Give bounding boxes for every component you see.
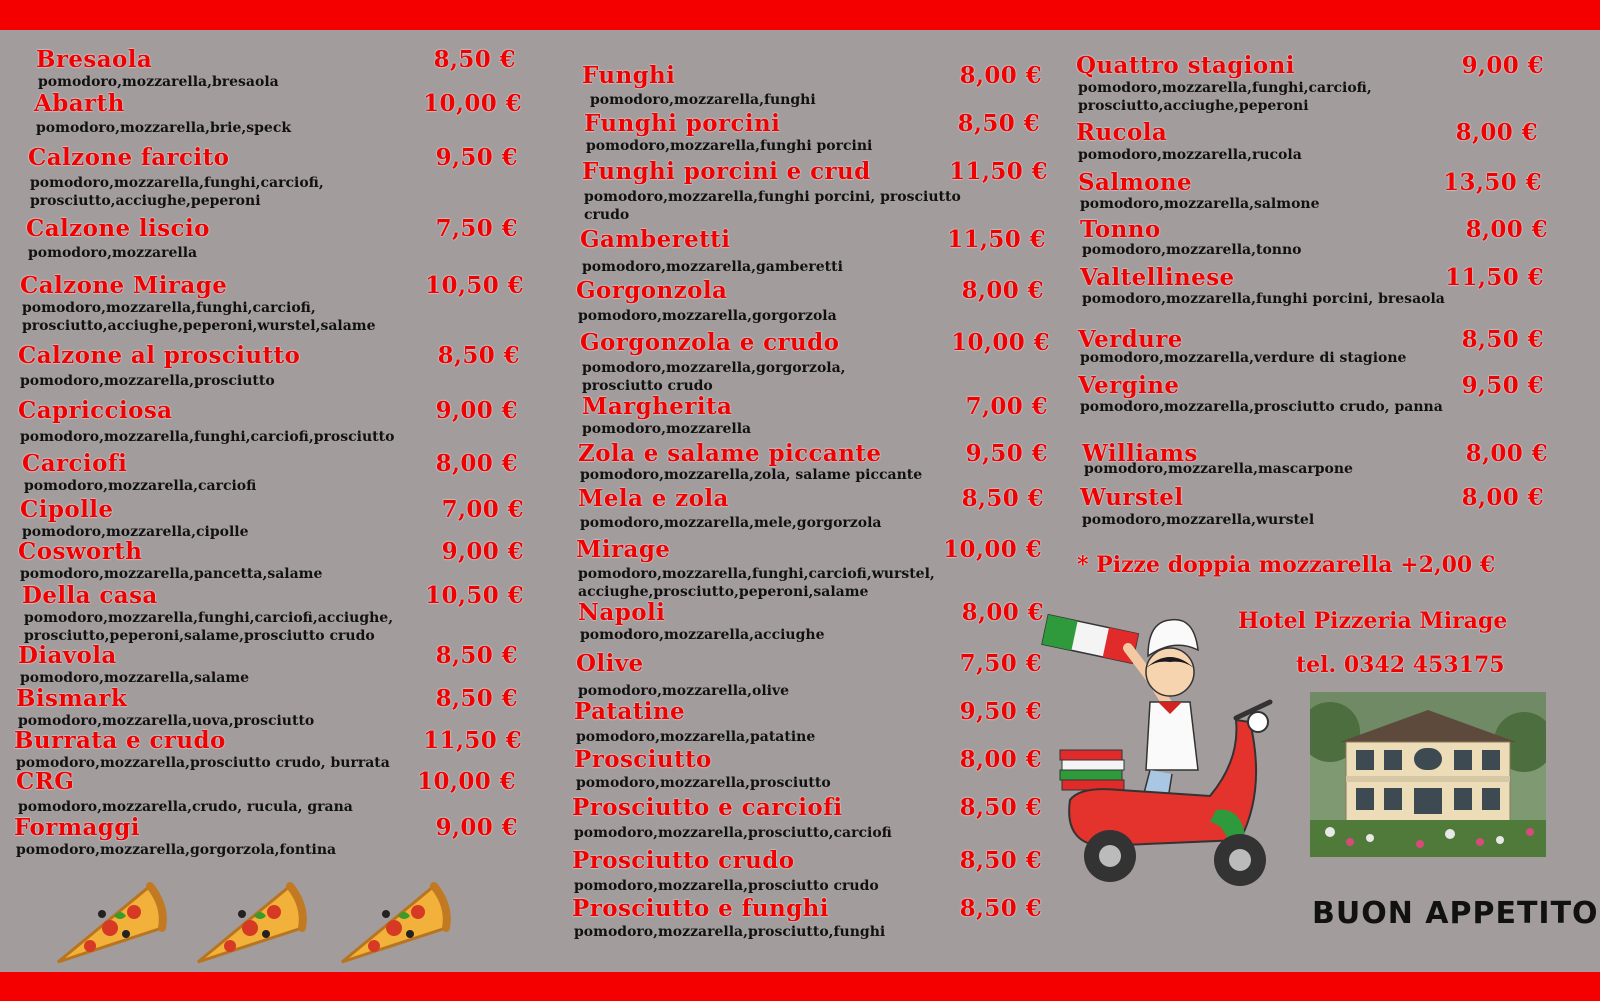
- pizza-delivery-scooter-illustration: [1040, 610, 1300, 910]
- item-name: Calzone al prosciutto: [18, 342, 301, 369]
- menu-item: [580, 331, 1050, 395]
- item-description: pomodoro,mozzarella,acciughe: [580, 627, 825, 643]
- pizza-slice-icon: [190, 876, 310, 968]
- item-description: pomodoro,mozzarella,funghi porcini, prosciutto crudo: [584, 189, 961, 223]
- item-name: Funghi: [582, 62, 676, 89]
- menu-item: [36, 48, 516, 91]
- item-price: 8,50 €: [435, 642, 518, 669]
- menu-item: [580, 228, 1046, 276]
- item-name: Salmone: [1078, 169, 1193, 196]
- item-description: pomodoro,mozzarella,olive: [578, 683, 789, 699]
- item-description: pomodoro,mozzarella,funghi,carciofi, prosciutto,acciughe,peperoni: [30, 175, 324, 209]
- buon-appetito-text: BUON APPETITO: [1312, 896, 1599, 931]
- item-description: pomodoro,mozzarella,rucola: [1078, 147, 1302, 163]
- item-price: 9,50 €: [959, 698, 1042, 725]
- item-description: pomodoro,mozzarella,funghi: [590, 92, 816, 108]
- menu-item: [22, 452, 518, 495]
- menu-item: [14, 729, 522, 772]
- item-name: Mela e zola: [578, 485, 729, 512]
- item-description: pomodoro,mozzarella,gamberetti: [582, 259, 843, 275]
- item-price: 10,00 €: [423, 90, 522, 117]
- item-name: Cipolle: [20, 496, 114, 523]
- item-description: pomodoro,mozzarella,funghi,carciofi,wurstel, acciughe,prosciutto,peperoni,salame: [578, 566, 935, 600]
- item-description: pomodoro,mozzarella,zola, salame piccante: [580, 467, 923, 483]
- item-name: Burrata e crudo: [14, 727, 226, 754]
- item-name: Prosciutto crudo: [572, 847, 795, 874]
- item-price: 9,00 €: [435, 814, 518, 841]
- menu-item: [578, 601, 1044, 644]
- menu-item: [16, 770, 516, 816]
- item-price: 8,50 €: [959, 794, 1042, 821]
- item-price: 11,50 €: [947, 226, 1046, 253]
- bottom-red-stripe: [0, 972, 1600, 1001]
- item-name: Calzone farcito: [28, 144, 230, 171]
- item-price: 11,50 €: [949, 158, 1048, 185]
- menu-item: [28, 146, 518, 210]
- menu-item: [572, 796, 1042, 842]
- item-price: 10,50 €: [425, 582, 524, 609]
- item-name: Calzone Mirage: [20, 272, 228, 299]
- item-name: Della casa: [22, 582, 158, 609]
- item-name: Prosciutto e carciofi: [572, 794, 843, 821]
- item-name: Abarth: [34, 90, 125, 117]
- item-description: pomodoro,mozzarella,cipolle: [22, 524, 249, 540]
- menu-item: [582, 395, 1048, 438]
- double-mozzarella-note: * Pizze doppia mozzarella +2,00 €: [1077, 552, 1496, 578]
- item-description: pomodoro,mozzarella,brie,speck: [36, 120, 292, 136]
- menu-item: [1078, 328, 1544, 367]
- menu-item: [20, 274, 524, 335]
- item-price: 8,00 €: [1461, 484, 1544, 511]
- item-description: pomodoro,mozzarella,uova,prosciutto: [18, 713, 315, 729]
- item-name: Gorgonzola e crudo: [580, 329, 840, 356]
- item-price: 7,00 €: [965, 393, 1048, 420]
- item-price: 8,50 €: [1461, 326, 1544, 353]
- menu-item: [22, 584, 524, 645]
- item-name: Napoli: [578, 599, 666, 626]
- item-name: Williams: [1082, 440, 1198, 467]
- menu-item: [574, 748, 1042, 792]
- item-price: 8,50 €: [961, 485, 1044, 512]
- item-name: Mirage: [576, 536, 671, 563]
- menu-item: [1080, 486, 1544, 529]
- item-price: 8,00 €: [1465, 216, 1548, 243]
- item-price: 7,00 €: [441, 496, 524, 523]
- pizza-slice-icon: [334, 876, 454, 968]
- item-price: 8,50 €: [437, 342, 520, 369]
- item-description: pomodoro,mozzarella,prosciutto,funghi: [574, 924, 886, 940]
- item-description: pomodoro,mozzarella,gorgorzola,fontina: [16, 842, 337, 858]
- menu-item: [578, 442, 1048, 484]
- item-description: pomodoro,mozzarella,pancetta,salame: [20, 566, 323, 582]
- item-description: pomodoro,mozzarella,carciofi: [24, 478, 257, 494]
- item-description: pomodoro,mozzarella,gorgorzola, prosciutto crudo: [582, 360, 846, 394]
- item-description: pomodoro,mozzarella,bresaola: [38, 74, 279, 90]
- item-price: 10,00 €: [943, 536, 1042, 563]
- item-price: 8,00 €: [961, 277, 1044, 304]
- item-price: 9,00 €: [441, 538, 524, 565]
- item-price: 11,50 €: [1445, 264, 1544, 291]
- hotel-name: Hotel Pizzeria Mirage: [1238, 608, 1508, 634]
- item-price: 8,00 €: [1465, 440, 1548, 467]
- item-description: pomodoro,mozzarella,mele,gorgorzola: [580, 515, 882, 531]
- menu-item: [582, 160, 1048, 224]
- item-price: 9,00 €: [1461, 52, 1544, 79]
- item-price: 7,50 €: [435, 215, 518, 242]
- item-price: 9,50 €: [435, 144, 518, 171]
- item-description: pomodoro,mozzarella,prosciutto crudo, burrata: [16, 755, 390, 771]
- item-name: Calzone liscio: [26, 215, 210, 242]
- item-name: Bresaola: [36, 46, 153, 73]
- item-name: Tonno: [1080, 216, 1161, 243]
- menu-item: [584, 112, 1040, 155]
- menu-column-3: [1076, 0, 1546, 560]
- menu-item: [1076, 121, 1538, 164]
- item-description: pomodoro,mozzarella: [582, 421, 752, 437]
- item-description: pomodoro,mozzarella,crudo, rucula, grana: [18, 799, 353, 815]
- menu-item: [18, 344, 520, 390]
- item-price: 8,00 €: [1455, 119, 1538, 146]
- item-name: Margherita: [582, 393, 733, 420]
- item-description: pomodoro,mozzarella,salame: [20, 670, 250, 686]
- menu-item: [1080, 218, 1548, 259]
- item-price: 9,00 €: [435, 397, 518, 424]
- item-name: Bismark: [16, 685, 128, 712]
- item-name: Patatine: [574, 698, 686, 725]
- menu-item: [578, 487, 1044, 532]
- item-price: 10,00 €: [417, 768, 516, 795]
- item-price: 8,50 €: [959, 847, 1042, 874]
- item-price: 8,00 €: [961, 599, 1044, 626]
- item-price: 13,50 €: [1443, 169, 1542, 196]
- menu-item: [576, 538, 1042, 601]
- item-description: pomodoro,mozzarella,verdure di stagione: [1080, 350, 1407, 366]
- menu-item: [16, 687, 518, 730]
- item-name: Funghi porcini e crud: [582, 158, 871, 185]
- item-name: Verdure: [1078, 326, 1183, 353]
- item-name: Formaggi: [14, 814, 140, 841]
- menu-column-2: [570, 0, 1050, 1001]
- item-description: pomodoro,mozzarella,prosciutto: [576, 775, 831, 791]
- item-price: 8,00 €: [959, 746, 1042, 773]
- item-name: Valtellinese: [1080, 264, 1235, 291]
- menu-item: [18, 399, 518, 446]
- item-description: pomodoro,mozzarella,gorgorzola: [578, 308, 837, 324]
- menu-item: [1076, 54, 1544, 115]
- item-description: pomodoro,mozzarella,prosciutto,carciofi: [574, 825, 892, 841]
- menu-item: [576, 279, 1044, 325]
- item-price: 8,50 €: [435, 685, 518, 712]
- item-description: pomodoro,mozzarella,funghi,carciofi,acciughe, prosciutto,peperoni,salame,prosciutto crudo: [24, 610, 394, 644]
- item-name: Quattro stagioni: [1076, 52, 1295, 79]
- item-name: Funghi porcini: [584, 110, 781, 137]
- item-price: 9,50 €: [1461, 372, 1544, 399]
- menu-column-1: [14, 0, 524, 1001]
- item-price: 8,50 €: [959, 895, 1042, 922]
- item-name: Wurstel: [1080, 484, 1184, 511]
- item-price: 10,50 €: [425, 272, 524, 299]
- menu-item: [582, 64, 1042, 109]
- item-price: 8,00 €: [435, 450, 518, 477]
- item-price: 9,50 €: [965, 440, 1048, 467]
- menu-item: [18, 540, 524, 583]
- item-name: Olive: [576, 650, 644, 677]
- item-description: pomodoro,mozzarella,tonno: [1082, 242, 1302, 258]
- item-name: CRG: [16, 768, 75, 795]
- item-description: pomodoro,mozzarella,mascarpone: [1084, 461, 1353, 477]
- menu-item: [572, 849, 1042, 895]
- item-name: Zola e salame piccante: [578, 440, 882, 467]
- menu-item: [572, 897, 1042, 941]
- item-description: pomodoro,mozzarella,salmone: [1080, 196, 1320, 212]
- menu-item: [1080, 266, 1544, 308]
- item-price: 10,00 €: [951, 329, 1050, 356]
- item-description: pomodoro,mozzarella: [28, 245, 198, 261]
- item-description: pomodoro,mozzarella,prosciutto crudo, panna: [1080, 399, 1443, 415]
- item-name: Capricciosa: [18, 397, 173, 424]
- item-description: pomodoro,mozzarella,patatine: [576, 729, 816, 745]
- item-name: Gamberetti: [580, 226, 731, 253]
- item-description: pomodoro,mozzarella,funghi porcini, bresaola: [1082, 291, 1445, 307]
- menu-item: [574, 700, 1042, 746]
- menu-item: [14, 816, 518, 859]
- item-price: 8,50 €: [433, 46, 516, 73]
- item-price: 8,00 €: [959, 62, 1042, 89]
- item-description: pomodoro,mozzarella,wurstel: [1082, 512, 1315, 528]
- menu-item: [576, 652, 1042, 700]
- item-description: pomodoro,mozzarella,funghi porcini: [586, 138, 873, 154]
- item-name: Diavola: [18, 642, 117, 669]
- menu-item: [1078, 171, 1542, 213]
- item-name: Gorgonzola: [576, 277, 728, 304]
- pizza-slice-icon: [50, 876, 170, 968]
- item-price: 8,50 €: [957, 110, 1040, 137]
- item-name: Prosciutto e funghi: [572, 895, 829, 922]
- item-description: pomodoro,mozzarella,prosciutto crudo: [574, 878, 879, 894]
- item-name: Vergine: [1078, 372, 1180, 399]
- item-price: 7,50 €: [959, 650, 1042, 677]
- menu-item: [20, 498, 524, 541]
- menu-item: [1078, 374, 1544, 416]
- item-name: Prosciutto: [574, 746, 712, 773]
- item-name: Rucola: [1076, 119, 1168, 146]
- menu-item: [1082, 442, 1548, 478]
- hotel-phone: tel. 0342 453175: [1296, 652, 1505, 678]
- menu-item: [18, 644, 518, 687]
- item-price: 11,50 €: [423, 727, 522, 754]
- item-description: pomodoro,mozzarella,funghi,carciofi, prosciutto,acciughe,peperoni,wurstel,salame: [22, 300, 376, 334]
- item-description: pomodoro,mozzarella,prosciutto: [20, 373, 275, 389]
- menu-item: [26, 217, 518, 262]
- item-name: Carciofi: [22, 450, 128, 477]
- hotel-building-photo: [1310, 692, 1546, 857]
- item-description: pomodoro,mozzarella,funghi,carciofi,prosciutto: [20, 429, 395, 445]
- item-name: Cosworth: [18, 538, 143, 565]
- menu-item: [34, 92, 522, 137]
- item-description: pomodoro,mozzarella,funghi,carciofi, prosciutto,acciughe,peperoni: [1078, 80, 1372, 114]
